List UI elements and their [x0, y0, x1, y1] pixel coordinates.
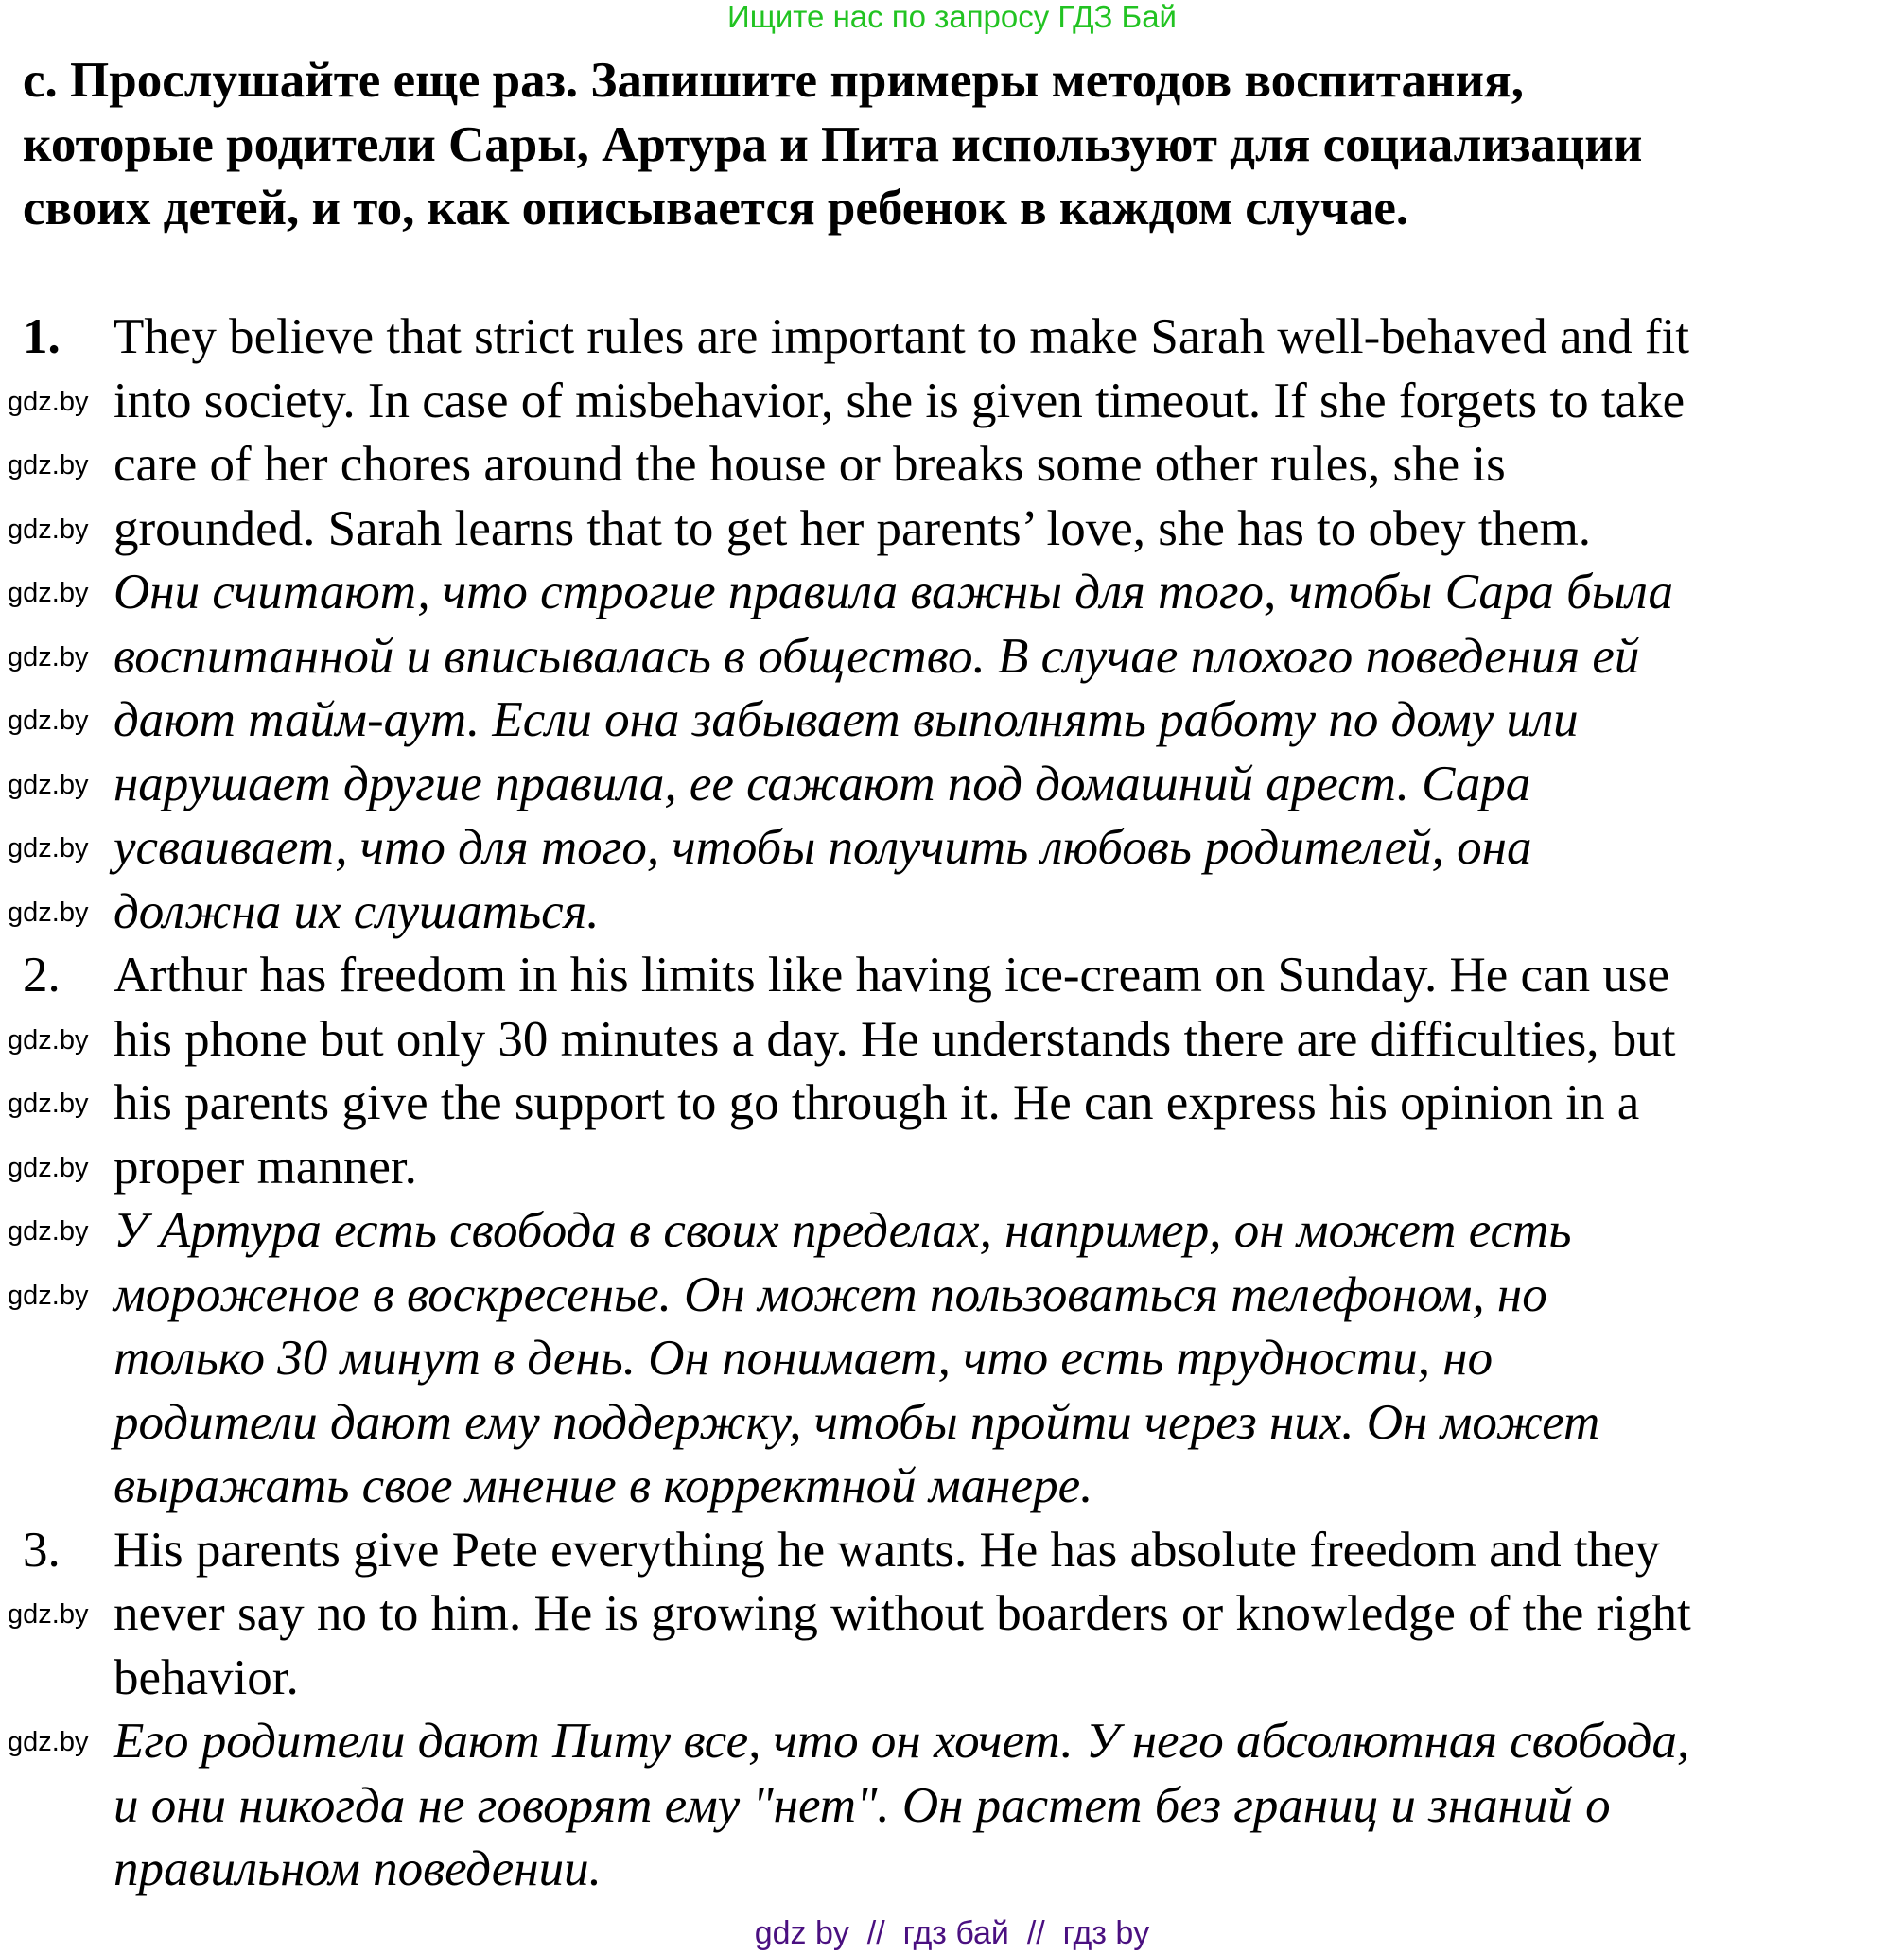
footer-links: gdz by // гдз бай // гдз by: [754, 1915, 1150, 1951]
watermark: gdz.by: [8, 1216, 89, 1247]
watermark: gdz.by: [8, 706, 89, 736]
watermark: gdz.by: [8, 897, 89, 928]
watermark: gdz.by: [8, 386, 89, 417]
watermark: gdz.by: [8, 833, 89, 864]
item-number: 1.: [23, 309, 61, 364]
english-line: his phone but only 30 minutes a day. He understands there are difficulties, but: [114, 1011, 1676, 1067]
heading-line: своих детей, и то, как описывается ребенок в каждом случае.: [23, 181, 1409, 236]
english-line: grounded. Sarah learns that to get her parents’ love, she has to obey them.: [114, 500, 1592, 556]
russian-line: выражать свое мнение в корректной манере.: [114, 1458, 1093, 1513]
english-line: proper manner.: [114, 1139, 417, 1195]
russian-line: воспитанной и вписывалась в общество. В случае плохого поведения ей: [114, 628, 1640, 684]
english-line: his parents give the support to go through it. He can express his opinion in a: [114, 1075, 1640, 1130]
russian-line: и они никогда не говорят ему "нет". Он растет без границ и знаний о: [114, 1777, 1611, 1833]
answer-item-1: [0, 305, 1904, 944]
russian-line: должна их слушаться.: [114, 883, 600, 939]
watermark: gdz.by: [8, 1727, 89, 1757]
watermark: gdz.by: [8, 1599, 89, 1630]
task-heading: [23, 49, 1642, 241]
top-banner: Ищите нас по запросу ГДЗ Бай: [727, 0, 1177, 34]
watermark: gdz.by: [8, 1024, 89, 1056]
russian-line: У Артура есть свобода в своих пределах, например, он может есть: [114, 1203, 1572, 1258]
answer-item-3: [0, 1519, 1904, 1902]
watermark: gdz.by: [8, 641, 89, 672]
watermark: gdz.by: [8, 1089, 89, 1119]
watermark: gdz.by: [8, 1280, 89, 1311]
english-line: care of her chores around the house or breaks some other rules, she is: [114, 437, 1506, 492]
item-number: 3.: [23, 1522, 61, 1578]
item-number: 2.: [23, 948, 61, 1003]
answer-item-2: [0, 944, 1904, 1519]
english-line: never say no to him. He is growing without boarders or knowledge of the right: [114, 1586, 1691, 1641]
russian-line: дают тайм-аут. Если она забывает выполнять работу по дому или: [114, 692, 1579, 747]
heading-line: с. Прослушайте еще раз. Запишите примеры методов воспитания,: [23, 53, 1524, 108]
english-line: Arthur has freedom in his limits like having ice-cream on Sunday. He can use: [114, 948, 1669, 1003]
answer-list: [0, 305, 1904, 1902]
russian-line: мороженое в воскресенье. Он может пользоваться телефоном, но: [114, 1266, 1547, 1322]
russian-line: правильном поведении.: [114, 1841, 602, 1896]
watermark: gdz.by: [8, 514, 89, 545]
watermark: gdz.by: [8, 578, 89, 608]
english-line: into society. In case of misbehavior, she is given timeout. If she forgets to take: [114, 373, 1686, 428]
english-line: His parents give Pete everything he wants. He has absolute freedom and they: [114, 1522, 1661, 1578]
russian-line: родители дают ему поддержку, чтобы пройти через них. Он может: [114, 1394, 1600, 1450]
heading-line: которые родители Сары, Артура и Пита используют для социализации: [23, 116, 1643, 172]
russian-line: только 30 минут в день. Он понимает, что есть трудности, но: [114, 1331, 1494, 1386]
watermark: gdz.by: [8, 1152, 89, 1183]
russian-line: нарушает другие правила, ее сажают под домашний арест. Сара: [114, 756, 1531, 811]
english-line: behavior.: [114, 1649, 299, 1705]
watermark: gdz.by: [8, 769, 89, 800]
russian-line: Они считают, что строгие правила важны для того, чтобы Сара была: [114, 565, 1673, 619]
english-line: They believe that strict rules are important to make Sarah well-behaved and fit: [114, 309, 1689, 364]
russian-line: усваивает, что для того, чтобы получить любовь родителей, она: [114, 820, 1532, 875]
watermark: gdz.by: [8, 450, 89, 480]
russian-line: Его родители дают Питу все, что он хочет. У него абсолютная свобода,: [114, 1714, 1690, 1769]
